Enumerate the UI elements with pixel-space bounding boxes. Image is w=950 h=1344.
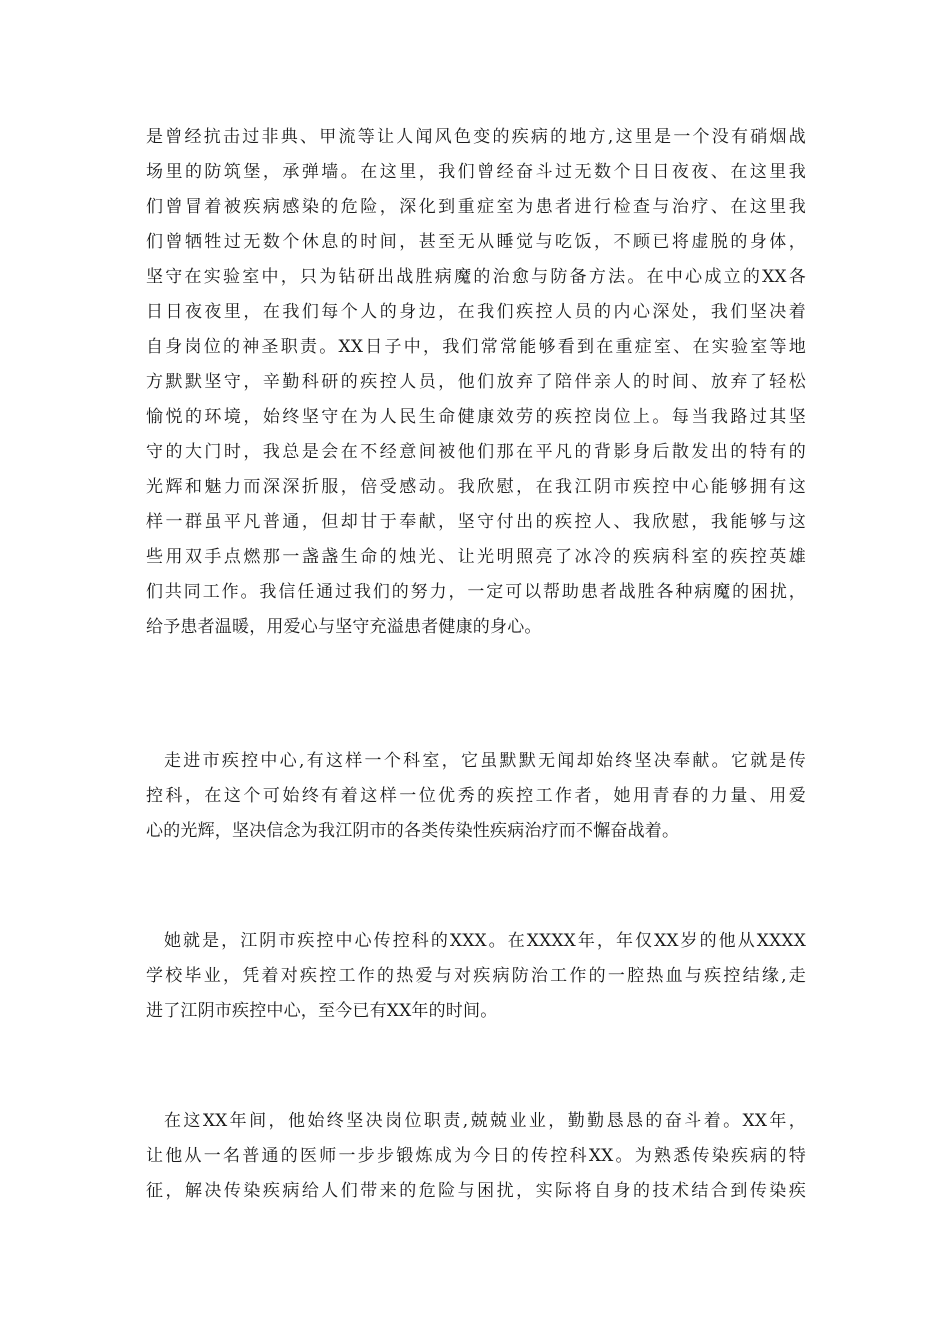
text-line: 们曾牺牲过无数个休息的时间，甚至无从睡觉与吃饭，不顾已将虚脱的身体，	[146, 232, 806, 252]
text-line: 方默默坚守，辛勤科研的疾控人员，他们放弃了陪伴亲人的时间、放弃了轻松	[146, 372, 806, 392]
text-line: 在这XX年间，他始终坚决岗位职责,兢兢业业，勤勤恳恳的奋斗着。XX年，	[164, 1111, 806, 1131]
text-line: 愉悦的环境，始终坚守在为人民生命健康效劳的疾控岗位上。每当我路过其坚	[146, 407, 806, 427]
text-line: 守的大门时，我总是会在不经意间被他们那在平凡的背影身后散发出的特有的	[146, 442, 806, 462]
text-line: 她就是，江阴市疾控中心传控科的XXX。在XXXX年，年仅XX岁的他从XXXX	[164, 931, 806, 951]
text-line: 光辉和魅力而深深折服，倍受感动。我欣慰，在我江阴市疾控中心能够拥有这	[146, 477, 806, 497]
text-line: 些用双手点燃那一盏盏生命的烛光、让光明照亮了冰冷的疾病科室的疾控英雄	[146, 547, 806, 567]
text-line: 学校毕业，凭着对疾控工作的热爱与对疾病防治工作的一腔热血与疾控结缘,走	[146, 966, 806, 986]
text-line: 心的光辉，坚决信念为我江阴市的各类传染性疾病治疗而不懈奋战着。	[146, 821, 680, 841]
paragraph-2	[146, 744, 806, 849]
text-line: 进了江阴市疾控中心，至今已有XX年的时间。	[146, 1001, 498, 1021]
text-line: 日日夜夜里，在我们每个人的身边，在我们疾控人员的内心深处，我们坚决着	[146, 302, 806, 322]
text-line: 样一群虽平凡普通，但却甘于奉献，坚守付出的疾控人、我欣慰，我能够与这	[146, 512, 806, 532]
text-line: 自身岗位的神圣职责。XX日子中，我们常常能够看到在重症室、在实验室等地	[146, 337, 806, 357]
text-line: 走进市疾控中心,有这样一个科室，它虽默默无闻却始终坚决奉献。它就是传	[164, 751, 806, 771]
text-line: 们曾冒着被疾病感染的危险，深化到重症室为患者进行检查与治疗、在这里我	[146, 197, 806, 217]
text-line: 给予患者温暖，用爱心与坚守充溢患者健康的身心。	[146, 617, 542, 637]
paragraph-3	[146, 924, 806, 1029]
text-line: 场里的防筑堡，承弹墙。在这里，我们曾经奋斗过无数个日日夜夜、在这里我	[146, 162, 806, 182]
text-line: 征，解决传染疾病给人们带来的危险与困扰，实际将自身的技术结合到传染疾	[146, 1181, 806, 1201]
text-line: 控科，在这个可始终有着这样一位优秀的疾控工作者，她用青春的力量、用爱	[146, 786, 806, 806]
text-line: 是曾经抗击过非典、甲流等让人闻风色变的疾病的地方,这里是一个没有硝烟战	[146, 127, 806, 147]
paragraph-1	[146, 120, 806, 645]
paragraph-4	[146, 1104, 806, 1209]
text-line: 们共同工作。我信任通过我们的努力，一定可以帮助患者战胜各种病魔的困扰，	[146, 582, 806, 602]
text-line: 坚守在实验室中，只为钻研出战胜病魔的治愈与防备方法。在中心成立的XX各	[146, 267, 806, 287]
text-line: 让他从一名普通的医师一步步锻炼成为今日的传控科XX。为熟悉传染疾病的特	[146, 1146, 806, 1166]
